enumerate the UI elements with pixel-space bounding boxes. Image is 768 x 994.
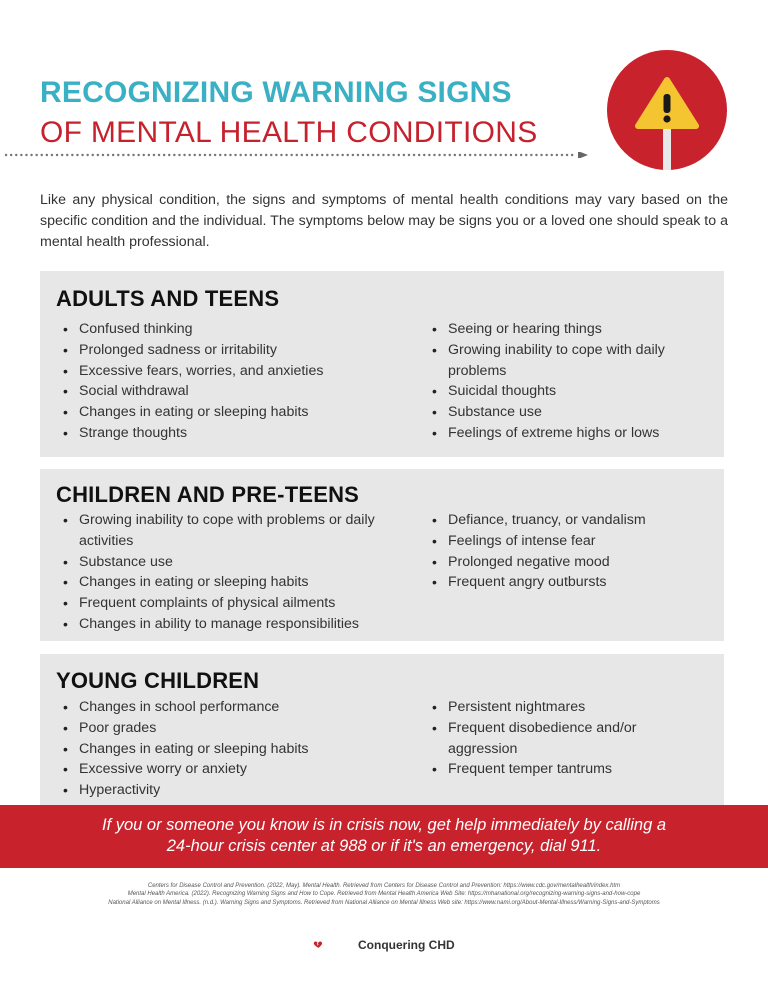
reference-item: Centers for Disease Control and Prevention. (2022, May). Mental Health. Retrieved from Centers for Disease Control and Prevention: https://www.cdc.gov/mentalhealth/index.htm xyxy=(147,883,621,889)
symptom-list-right xyxy=(430,697,680,780)
list-item: • Changes in eating or sleeping habits xyxy=(61,739,406,760)
symptom-list-left xyxy=(61,697,406,801)
section-title: YOUNG CHILDREN xyxy=(56,668,260,693)
list-item: • Feelings of extreme highs or lows xyxy=(430,423,715,444)
intro-paragraph: Like any physical condition, the signs and symptoms of mental health conditions may vary based on the specific condition and the individual. The symptoms below may be signs you or a loved one should speak to a mental health professional. xyxy=(40,192,728,250)
list-item: • Changes in school performance xyxy=(61,697,406,718)
section-young-children xyxy=(40,654,724,805)
list-item: • Substance use xyxy=(61,552,406,573)
list-item: • Changes in eating or sleeping habits xyxy=(61,402,401,423)
section-title: CHILDREN AND PRE-TEENS xyxy=(56,482,360,507)
list-item: • Growing inability to cope with problems or daily activities xyxy=(61,510,406,552)
crisis-line-1: If you or someone you know is in crisis now, get help immediately by calling a xyxy=(101,816,667,834)
list-item: • Frequent temper tantrums xyxy=(430,759,680,780)
logo-wordmark: Conquering CHD xyxy=(358,938,455,952)
list-item: • Frequent angry outbursts xyxy=(430,572,715,593)
section-children-and-pre-teens xyxy=(40,469,724,641)
list-item: • Strange thoughts xyxy=(61,423,401,444)
page-title-line-2: OF MENTAL HEALTH CONDITIONS xyxy=(40,116,538,149)
heart-logo-icon xyxy=(313,931,353,959)
list-item: • Changes in eating or sleeping habits xyxy=(61,572,406,593)
list-item: • Social withdrawal xyxy=(61,381,401,402)
dotted-arrow-divider xyxy=(0,152,588,158)
list-item: • Suicidal thoughts xyxy=(430,381,715,402)
list-item: • Frequent disobedience and/or aggression xyxy=(430,718,680,760)
symptom-list-right xyxy=(430,319,715,444)
list-item: • Frequent complaints of physical ailments xyxy=(61,593,406,614)
list-item: • Substance use xyxy=(430,402,715,423)
list-item: • Confused thinking xyxy=(61,319,401,340)
list-item: • Hyperactivity xyxy=(61,780,406,801)
list-item: • Seeing or hearing things xyxy=(430,319,715,340)
crisis-line-2: 24-hour crisis center at 988 or if it's an emergency, dial 911. xyxy=(166,837,602,855)
symptom-list-left xyxy=(61,319,401,444)
list-item: • Persistent nightmares xyxy=(430,697,680,718)
list-item: • Excessive worry or anxiety xyxy=(61,759,406,780)
list-item: • Poor grades xyxy=(61,718,406,739)
list-item: • Growing inability to cope with daily problems xyxy=(430,340,715,382)
section-title: ADULTS AND TEENS xyxy=(56,286,280,311)
list-item: • Changes in ability to manage responsibilities xyxy=(61,614,406,635)
list-item: • Feelings of intense fear xyxy=(430,531,715,552)
references xyxy=(0,882,768,907)
reference-item: National Alliance on Mental Illness. (n.d.). Warning Signs and Symptoms. Retrieved from National Alliance on Mental Illness Web site: https://www.nami.org/About-Mental-Illness/Warning-Signs-and-Symptoms xyxy=(108,899,660,906)
symptom-list-right xyxy=(430,510,715,593)
list-item: • Prolonged negative mood xyxy=(430,552,715,573)
reference-item: Mental Health America. (2022). Recognizing Warning Signs and How to Cope. Retrieved from Mental Health America Web Site: https://mhanational.org/recognizing-warning-signs-and-how-cope xyxy=(127,891,641,898)
list-item: • Defiance, truancy, or vandalism xyxy=(430,510,715,531)
section-adults-and-teens xyxy=(40,271,724,457)
list-item: • Excessive fears, worries, and anxieties xyxy=(61,361,401,382)
symptom-list-left xyxy=(61,510,406,635)
warning-sign-icon xyxy=(607,50,727,170)
page-title-line-1: RECOGNIZING WARNING SIGNS xyxy=(40,76,512,109)
list-item: • Prolonged sadness or irritability xyxy=(61,340,401,361)
crisis-banner xyxy=(0,805,768,868)
